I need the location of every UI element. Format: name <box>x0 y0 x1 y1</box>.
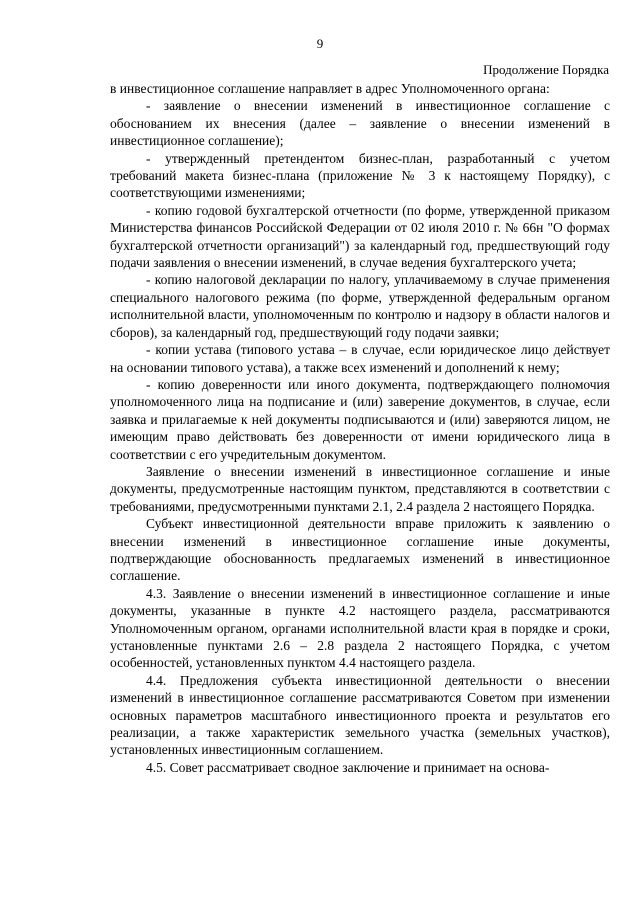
paragraph: 4.4. Предложения субъекта инвестиционной деятельности о внесении изменений в инвестиционное соглашение рассматриваются Советом при изменении основных параметров масштабного инвестиционного проекта и результатов его реализации, а также характеристик земельного участка (земельных участков), установленных инвестиционным соглашением. <box>110 672 610 758</box>
list-item: - заявление о внесении изменений в инвестиционное соглашение с обоснованием их внесения (далее – заявление о внесении изменений в инвестиционное соглашение); <box>110 98 610 149</box>
paragraph: 4.3. Заявление о внесении изменений в инвестиционное соглашение и иные документы, указанные в пункте 4.2 настоящего раздела, рассматриваются Уполномоченным органом, органами исполнительной власти края в порядке и сроки, установленные пунктами 2.6 – 2.8 раздела 2 настоящего Порядка, с учетом особенностей, установленных пунктом 4.4 настоящего раздела. <box>110 585 610 671</box>
list-item: - копию годовой бухгалтерской отчетности (по форме, утвержденной приказом Министерства финансов Российской Федерации от 02 июля 2010 г. № 66н "О формах бухгалтерской отчетности организаций") за календарный год, предшествующий году подачи заявления о внесении изменений, в случае ведения бухгалтерского учета; <box>110 202 610 271</box>
document-body <box>110 80 610 776</box>
list-item: - копию доверенности или иного документа, подтверждающего полномочия уполномоченного лица на подписание и (или) заверение документов, в случае, если заявка и прилагаемые к ней документы подписываются и (или) заверяются лицом, не имеющим право действовать без доверенности от имени юридического лица в соответствии с его учредительным документом. <box>110 376 610 462</box>
list-item: - копию налоговой декларации по налогу, уплачиваемому в случае применения специального налогового режима (по форме, утвержденной федеральным органом исполнительной власти, уполномоченным по контролю и надзору в области налогов и сборов), за календарный год, предшествующий году подачи заявки; <box>110 272 610 340</box>
running-header: Продолжение Порядка <box>483 62 609 77</box>
paragraph: в инвестиционное соглашение направляет в адрес Уполномоченного органа: <box>110 81 550 96</box>
paragraph: Субъект инвестиционной деятельности вправе приложить к заявлению о внесении изменений в инвестиционное соглашение иные документы, подтверждающие обоснованность предлагаемых изменений в инвестиционное соглашение. <box>110 516 610 584</box>
list-item: - копии устава (типового устава – в случае, если юридическое лицо действует на основании типового устава), а также всех изменений и дополнений к нему; <box>110 342 610 375</box>
list-item: - утвержденный претендентом бизнес-план, разработанный с учетом требований макета бизнес-плана (приложение № 3 к настоящему Порядку), с соответствующими изменениями; <box>110 150 610 201</box>
paragraph: Заявление о внесении изменений в инвестиционное соглашение и иные документы, предусмотренные настоящим пунктом, представляются в соответствии с требованиями, предусмотренными пунктами 2.1, 2.4 раздела 2 настоящего Порядка. <box>110 463 610 514</box>
page-number: 9 <box>316 36 324 51</box>
paragraph: 4.5. Совет рассматривает сводное заключение и принимает на основа- <box>146 759 550 775</box>
